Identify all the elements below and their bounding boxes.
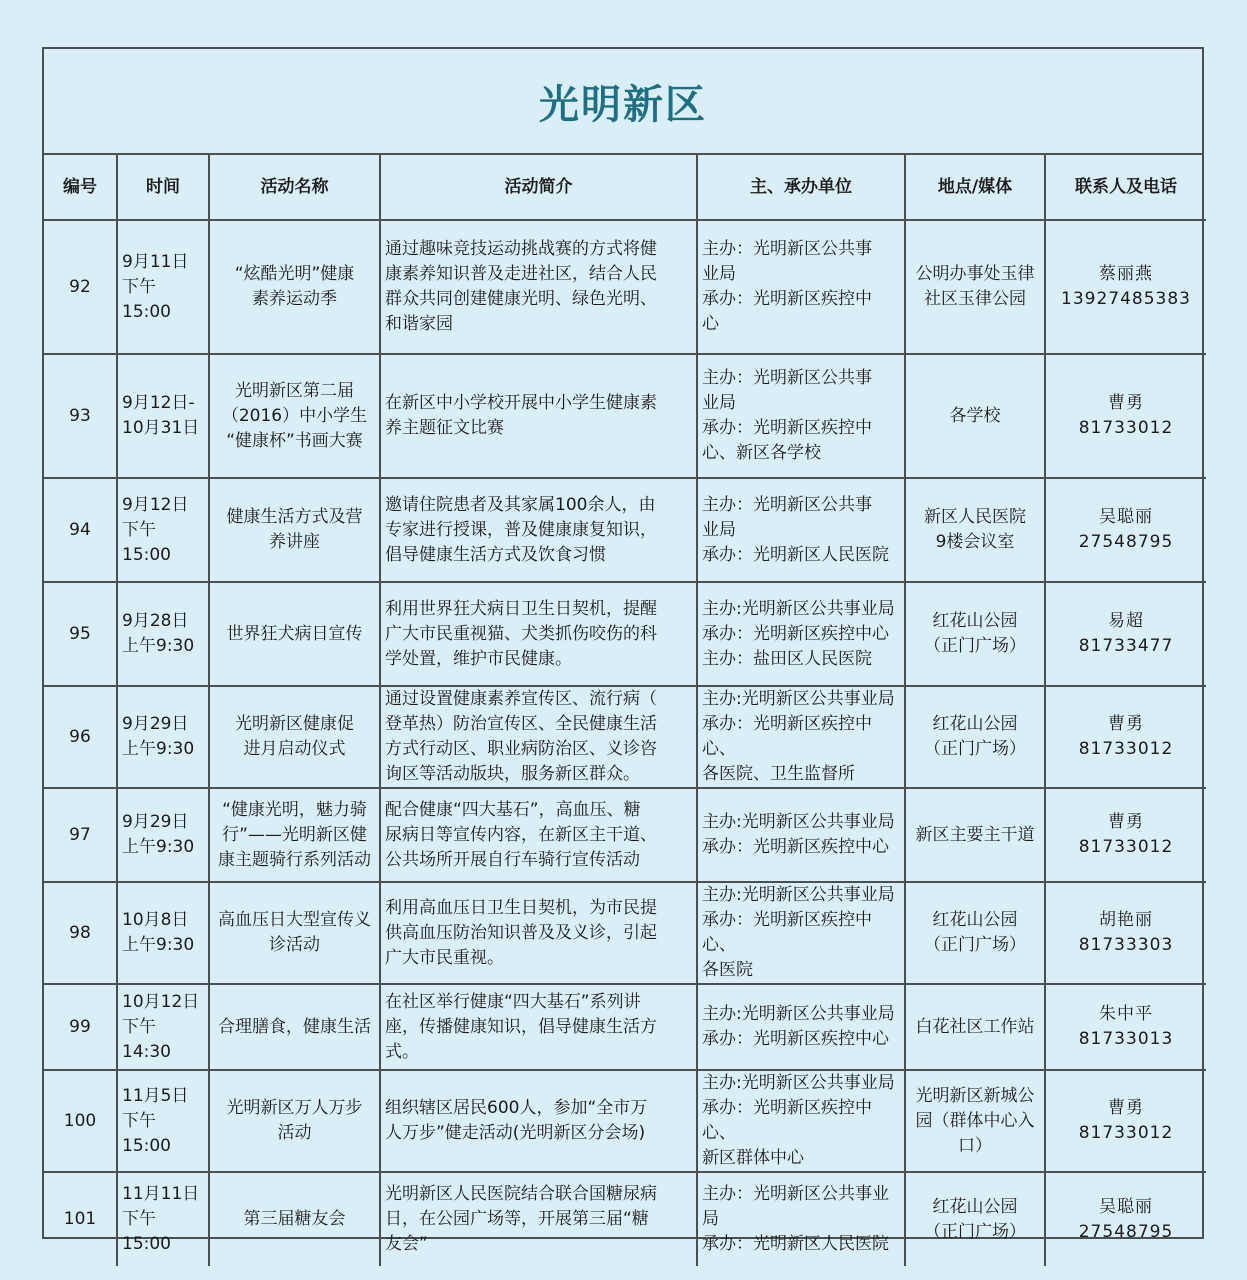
page-title: 光明新区	[539, 81, 707, 128]
cell-intro-line: 邀请住院患者及其家属100余人，由	[385, 494, 656, 515]
cell-intro-line: 广大市民重视。	[385, 947, 504, 968]
contact-phone: 13927485383	[1061, 289, 1191, 309]
cell-organizer-line: 主办：光明新区公共事	[702, 494, 872, 515]
cell-name-line: 素养运动季	[252, 289, 337, 309]
cell-organizer	[697, 478, 905, 582]
cell-intro	[380, 582, 697, 686]
cell-organizer-line: 承办：光明新区疾控中心	[702, 1029, 889, 1049]
header-time: 时间	[117, 155, 209, 220]
cell-intro-line: 尿病日等宣传内容，在新区主干道、	[385, 824, 657, 845]
cell-intro-line: 倡导健康生活方式及饮食习惯	[385, 544, 606, 565]
cell-intro-line: 友会”	[385, 1234, 428, 1254]
cell-organizer-line: 新区群体中心	[702, 1148, 804, 1168]
cell-no	[44, 984, 117, 1070]
table-row	[44, 788, 1206, 882]
cell-organizer-line: 业局	[702, 519, 736, 540]
cell-intro-line: 方式行动区、职业病防治区、义诊咨	[385, 739, 657, 759]
table-row	[44, 582, 1206, 686]
cell-time-line: 10月31日	[122, 418, 200, 438]
cell-name-line: 养讲座	[269, 532, 320, 552]
cell-organizer	[697, 1172, 905, 1266]
cell-intro-line: 通过设置健康素养宣传区、流行病（	[385, 689, 657, 709]
cell-organizer-line: 各医院、卫生监督所	[702, 764, 855, 784]
table-row	[44, 478, 1206, 582]
cell-place	[905, 882, 1045, 984]
cell-contact	[1045, 984, 1206, 1070]
cell-intro-line: 利用世界狂犬病日卫生日契机，提醒	[385, 598, 657, 619]
cell-name-line: 康主题骑行系列活动	[218, 849, 371, 870]
cell-name-line: 光明新区万人万步	[226, 1098, 363, 1118]
cell-place	[905, 788, 1045, 882]
cell-time-line: 下午15:00	[122, 1110, 171, 1156]
cell-name-line: （2016）中小学生	[221, 405, 368, 426]
cell-time-line: 上午9:30	[122, 739, 195, 759]
cell-intro-line: 登革热）防治宣传区、全民健康生活	[385, 714, 657, 734]
cell-contact	[1045, 1172, 1206, 1266]
cell-name	[209, 582, 380, 686]
table-header-row	[44, 155, 1206, 220]
cell-name-line: 行”——光明新区健	[222, 824, 367, 845]
cell-organizer-line: 主办：盐田区人民医院	[702, 648, 872, 669]
cell-organizer-line: 承办：光明新区疾控中心、	[702, 1098, 872, 1143]
cell-organizer-line: 主办：光明新区公共事	[702, 368, 872, 388]
contact-name: 朱中平	[1099, 1004, 1153, 1024]
cell-organizer-line: 业局	[702, 264, 736, 284]
cell-no	[44, 882, 117, 984]
cell-no-text: 99	[69, 1016, 91, 1037]
cell-no	[44, 1070, 117, 1172]
cell-no	[44, 354, 117, 478]
cell-organizer-line: 主办:光明新区公共事业局	[702, 689, 895, 709]
cell-intro-line: 广大市民重视猫、犬类抓伤咬伤的科	[385, 623, 657, 644]
cell-organizer-line: 主办:光明新区公共事业局	[702, 812, 895, 832]
cell-no	[44, 582, 117, 686]
table-row	[44, 882, 1206, 984]
cell-intro	[380, 984, 697, 1070]
cell-organizer	[697, 582, 905, 686]
cell-place	[905, 686, 1045, 788]
cell-name	[209, 686, 380, 788]
cell-place-line: 口）	[958, 1135, 992, 1156]
cell-time-line: 9月12日-	[122, 393, 195, 413]
cell-place	[905, 1172, 1045, 1266]
cell-organizer-line: 心	[702, 314, 719, 334]
cell-organizer-line: 承办：光明新区疾控中心	[702, 623, 889, 644]
cell-time-line: 9月11日	[122, 251, 189, 272]
cell-intro-line: 在社区举行健康“四大基石”系列讲	[385, 991, 641, 1012]
cell-place-line: （正门广场）	[924, 636, 1026, 656]
cell-time-line: 上午9:30	[122, 636, 195, 656]
cell-time-line: 上午9:30	[122, 935, 195, 955]
cell-organizer-line: 承办：光明新区疾控中心	[702, 837, 889, 857]
cell-time-line: 下午14:30	[122, 1016, 171, 1062]
header-contact: 联系人及电话	[1045, 155, 1206, 220]
cell-place-line: 各学校	[949, 405, 1001, 426]
contact-name: 曹勇	[1108, 812, 1144, 832]
cell-time-line: 10月12日	[122, 991, 200, 1012]
cell-name	[209, 478, 380, 582]
cell-organizer-line: 主办:光明新区公共事业局	[702, 1004, 895, 1024]
cell-time-line: 11月11日	[122, 1184, 200, 1204]
cell-intro-line: 养主题征文比赛	[385, 418, 504, 438]
cell-no-text: 94	[69, 519, 91, 540]
cell-organizer	[697, 686, 905, 788]
cell-no	[44, 478, 117, 582]
table-row	[44, 1070, 1206, 1172]
cell-organizer-line: 承办：光明新区人民医院	[702, 1234, 889, 1254]
cell-intro-line: 人万步”健走活动(光明新区分会场)	[385, 1123, 646, 1143]
table-row	[44, 354, 1206, 478]
cell-no-text: 93	[69, 405, 91, 426]
header-no: 编号	[44, 155, 117, 220]
cell-no-text: 96	[69, 726, 91, 747]
cell-intro-line: 学处置，维护市民健康。	[385, 648, 572, 669]
contact-name: 吴聪丽	[1099, 507, 1153, 527]
cell-time	[117, 788, 209, 882]
cell-time	[117, 354, 209, 478]
cell-no	[44, 686, 117, 788]
cell-name-line: 世界狂犬病日宣传	[226, 623, 363, 644]
cell-name	[209, 788, 380, 882]
cell-intro	[380, 354, 697, 478]
cell-place	[905, 354, 1045, 478]
cell-intro	[380, 1172, 697, 1266]
contact-phone: 81733012	[1078, 1123, 1174, 1143]
cell-organizer-line: 主办:光明新区公共事业局	[702, 885, 895, 905]
cell-place	[905, 1070, 1045, 1172]
cell-time-line: 下午15:00	[122, 519, 171, 565]
cell-no-text: 95	[69, 623, 91, 644]
cell-organizer-line: 承办：光明新区疾控中心、	[702, 714, 872, 759]
cell-place	[905, 984, 1045, 1070]
cell-organizer-line: 主办:光明新区公共事业局	[702, 1073, 895, 1093]
cell-contact	[1045, 478, 1206, 582]
cell-no-text: 92	[69, 276, 91, 297]
contact-name: 曹勇	[1108, 393, 1144, 413]
cell-intro-line: 光明新区人民医院结合联合国糖尿病	[385, 1184, 657, 1204]
header-intro: 活动简介	[380, 155, 697, 220]
cell-name	[209, 1070, 380, 1172]
contact-name: 蔡丽燕	[1099, 264, 1153, 284]
cell-intro	[380, 478, 697, 582]
contact-name: 曹勇	[1108, 1098, 1144, 1118]
cell-intro-line: 利用高血压日卫生日契机，为市民提	[385, 897, 657, 918]
cell-time-line: 10月8日	[122, 910, 189, 930]
cell-name-line: 高血压日大型宣传义	[218, 910, 371, 930]
cell-name-line: 第三届糖友会	[243, 1209, 346, 1229]
cell-time	[117, 220, 209, 354]
cell-organizer-line: 心、新区各学校	[702, 443, 821, 463]
contact-name: 易超	[1108, 611, 1144, 631]
cell-contact	[1045, 354, 1206, 478]
cell-intro-line: 群众共同创建健康光明、绿色光明、	[385, 289, 657, 309]
cell-name-line: “炫酷光明”健康	[234, 264, 355, 284]
cell-time	[117, 1172, 209, 1266]
cell-organizer-line: 主办：光明新区公共事	[702, 239, 872, 259]
cell-name-line: 光明新区第二届	[235, 380, 354, 401]
contact-phone: 81733012	[1078, 837, 1174, 857]
contact-phone: 81733012	[1078, 418, 1174, 438]
activity-table	[44, 155, 1206, 1266]
cell-place-line: 红花山公园	[932, 910, 1018, 930]
cell-place-line: 新区人民医院	[924, 507, 1026, 527]
table-row	[44, 686, 1206, 788]
cell-organizer	[697, 788, 905, 882]
cell-no	[44, 220, 117, 354]
cell-no-text: 101	[63, 1209, 97, 1229]
cell-organizer	[697, 882, 905, 984]
cell-place-line: 新区主要主干道	[915, 824, 1035, 845]
cell-intro	[380, 686, 697, 788]
cell-contact	[1045, 1070, 1206, 1172]
cell-place-line: 光明新区新城公	[915, 1085, 1035, 1106]
cell-time-line: 9月12日	[122, 494, 189, 515]
cell-intro-line: 在新区中小学校开展中小学生健康素	[385, 393, 657, 413]
contact-phone: 81733477	[1078, 636, 1174, 656]
cell-time-line: 下午15:00	[122, 1209, 171, 1254]
cell-name-line: “健康光明，魅力骑	[222, 799, 367, 820]
table-row	[44, 984, 1206, 1070]
cell-no	[44, 1172, 117, 1266]
contact-phone: 27548795	[1078, 532, 1174, 552]
cell-no-text: 98	[69, 922, 91, 943]
cell-organizer-line: 主办:光明新区公共事业局	[702, 598, 895, 619]
cell-name-line: “健康杯”书画大赛	[226, 430, 363, 451]
cell-place-line: 公明办事处玉律	[915, 264, 1035, 284]
table-row	[44, 1172, 1206, 1266]
cell-name-line: 光明新区健康促	[235, 714, 354, 734]
cell-place	[905, 582, 1045, 686]
title-bar	[44, 49, 1202, 155]
cell-contact	[1045, 788, 1206, 882]
header-place: 地点/媒体	[905, 155, 1045, 220]
cell-organizer-line: 承办：光明新区疾控中	[702, 289, 872, 309]
cell-place-line: （正门广场）	[924, 1221, 1026, 1242]
cell-intro-line: 座，传播健康知识，倡导健康生活方	[385, 1016, 657, 1037]
contact-phone: 81733013	[1078, 1029, 1174, 1049]
contact-name: 曹勇	[1108, 714, 1144, 734]
cell-name	[209, 882, 380, 984]
cell-organizer	[697, 220, 905, 354]
cell-intro	[380, 220, 697, 354]
cell-intro-line: 通过趣味竞技运动挑战赛的方式将健	[385, 239, 657, 259]
cell-organizer-line: 主办：光明新区公共事业局	[702, 1184, 889, 1229]
cell-organizer-line: 承办：光明新区疾控中心、	[702, 910, 872, 955]
header-name: 活动名称	[209, 155, 380, 220]
cell-organizer	[697, 354, 905, 478]
contact-phone: 27548795	[1078, 1221, 1174, 1242]
cell-contact	[1045, 220, 1206, 354]
cell-intro-line: 和谐家园	[385, 314, 453, 334]
cell-name-line: 活动	[277, 1123, 312, 1143]
cell-contact	[1045, 882, 1206, 984]
cell-contact	[1045, 582, 1206, 686]
contact-phone: 81733303	[1078, 935, 1174, 955]
cell-time	[117, 478, 209, 582]
cell-intro-line: 式。	[385, 1041, 419, 1062]
cell-name-line: 进月启动仪式	[243, 739, 346, 759]
cell-time	[117, 686, 209, 788]
cell-place-line: （正门广场）	[924, 739, 1026, 759]
header-organizer: 主、承办单位	[697, 155, 905, 220]
activity-table-sheet	[42, 47, 1204, 1254]
cell-place	[905, 478, 1045, 582]
cell-place-line: 9楼会议室	[935, 532, 1015, 552]
cell-place-line: （正门广场）	[924, 935, 1026, 955]
cell-time-line: 9月29日	[122, 812, 189, 832]
cell-name	[209, 984, 380, 1070]
table-row	[44, 220, 1206, 354]
cell-name-line: 健康生活方式及营	[226, 507, 363, 527]
cell-time-line: 9月28日	[122, 611, 189, 631]
cell-organizer-line: 各医院	[702, 960, 753, 980]
cell-time	[117, 582, 209, 686]
cell-place-line: 红花山公园	[932, 1196, 1018, 1217]
cell-no	[44, 788, 117, 882]
cell-intro-line: 供高血压防治知识普及及义诊，引起	[385, 922, 657, 943]
cell-intro-line: 公共场所开展自行车骑行宣传活动	[385, 849, 640, 870]
cell-intro	[380, 882, 697, 984]
cell-organizer-line: 承办：光明新区疾控中	[702, 418, 872, 438]
cell-name-line: 合理膳食，健康生活	[218, 1016, 371, 1037]
cell-time	[117, 1070, 209, 1172]
cell-intro	[380, 788, 697, 882]
cell-place-line: 社区玉律公园	[924, 289, 1026, 309]
contact-name: 胡艳丽	[1099, 910, 1153, 930]
cell-name-line: 诊活动	[269, 935, 320, 955]
cell-intro-line: 康素养知识普及走进社区，结合人民	[385, 264, 657, 284]
cell-contact	[1045, 686, 1206, 788]
cell-intro-line: 组织辖区居民600人，参加“全市万	[385, 1098, 648, 1118]
cell-time-line: 9月29日	[122, 714, 189, 734]
cell-organizer-line: 业局	[702, 393, 736, 413]
cell-organizer	[697, 1070, 905, 1172]
cell-name	[209, 354, 380, 478]
cell-place-line: 园（群体中心入	[915, 1110, 1035, 1131]
cell-intro-line: 询区等活动版块，服务新区群众。	[385, 764, 640, 784]
cell-intro-line: 专家进行授课，普及健康康复知识，	[385, 519, 657, 540]
cell-intro	[380, 1070, 697, 1172]
cell-place-line: 红花山公园	[932, 714, 1018, 734]
cell-place-line: 白花社区工作站	[915, 1016, 1035, 1037]
cell-no-text: 100	[63, 1110, 97, 1131]
cell-time-line: 下午15:00	[122, 276, 171, 322]
cell-place	[905, 220, 1045, 354]
cell-time-line: 11月5日	[122, 1085, 189, 1106]
cell-place-line: 红花山公园	[932, 611, 1018, 631]
cell-intro-line: 配合健康“四大基石”，高血压、糖	[385, 799, 641, 820]
cell-intro-line: 日，在公园广场等，开展第三届“糖	[385, 1209, 649, 1229]
cell-organizer	[697, 984, 905, 1070]
contact-phone: 81733012	[1078, 739, 1174, 759]
cell-no-text: 97	[69, 824, 91, 845]
contact-name: 吴聪丽	[1099, 1196, 1153, 1217]
cell-time	[117, 984, 209, 1070]
cell-name	[209, 220, 380, 354]
cell-time	[117, 882, 209, 984]
cell-organizer-line: 承办：光明新区人民医院	[702, 544, 889, 565]
cell-name	[209, 1172, 380, 1266]
cell-time-line: 上午9:30	[122, 837, 195, 857]
